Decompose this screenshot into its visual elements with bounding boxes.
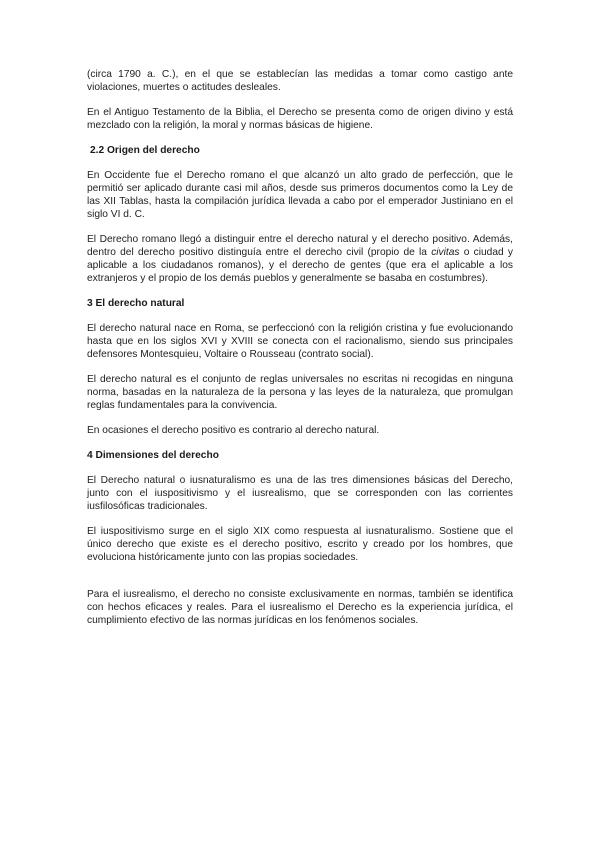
- paragraph-derecho-romano-part-1: El Derecho romano llegó a distinguir entre el derecho natural y el derecho positivo. Además, dentro del derecho positivo distinguía entre el derecho civil (propio de la: [87, 234, 513, 258]
- paragraph-iusrealismo: Para el iusrealismo, el derecho no consiste exclusivamente en normas, también se identifica con hechos eficaces y reales. Para el iusrealismo el Derecho es la experiencia jurídica, el cumplimiento efectivo de las normas jurídicas en los fenómenos sociales.: [87, 589, 513, 626]
- civitas-term: civitas: [431, 247, 460, 258]
- page-content: [87, 68, 513, 627]
- paragraph-derecho-romano-part-2: o ciudad y aplicable a los ciudadanos romanos), y el derecho de gentes (que era el aplicable a los extranjeros y el propio de los demás pueblos y generalmente se basaba en costumbres).: [87, 247, 513, 284]
- heading-origen-del-derecho: 2.2 Origen del derecho: [90, 145, 200, 156]
- paragraph-iusnaturalismo: El Derecho natural o iusnaturalismo es una de las tres dimensiones básicas del Derecho, junto con el iuspositivismo y el iusrealismo, que se corresponden con las corrientes iusfilosóficas tradicionales.: [87, 475, 513, 512]
- paragraph-iuspositivismo: El iuspositivismo surge en el siglo XIX como respuesta al iusnaturalismo. Sostiene que el único derecho que existe es el derecho positivo, escrito y creado por los hombres, que evoluciona históricamente junto con las propias sociedades.: [87, 526, 513, 563]
- paragraph-antiguo-testamento: En el Antiguo Testamento de la Biblia, el Derecho se presenta como de origen divino y está mezclado con la religión, la moral y normas básicas de higiene.: [87, 107, 513, 131]
- paragraph-circa: (circa 1790 a. C.), en el que se establecían las medidas a tomar como castigo ante violaciones, muertes o actitudes desleales.: [87, 69, 513, 93]
- paragraph-en-ocasiones: En ocasiones el derecho positivo es contrario al derecho natural.: [87, 425, 380, 436]
- paragraph-nace-en-roma: El derecho natural nace en Roma, se perfeccionó con la religión cristina y fue evolucionando hasta que en los siglos XVI y XVIII se conecta con el racionalismo, siendo sus principales defensores Montesquieu, Voltaire o Rousseau (contrato social).: [87, 323, 513, 360]
- heading-derecho-natural: 3 El derecho natural: [87, 298, 185, 309]
- heading-dimensiones-del-derecho: 4 Dimensiones del derecho: [87, 450, 219, 461]
- paragraph-conjunto-de-reglas: El derecho natural es el conjunto de reglas universales no escritas ni recogidas en ninguna norma, basadas en la naturaleza de la persona y las leyes de la naturaleza, que promulgan reglas fundamentales para la convivencia.: [87, 374, 513, 411]
- paragraph-occidente: En Occidente fue el Derecho romano el que alcanzó un alto grado de perfección, que le permitió ser aplicado durante casi mil años, desde sus primeros documentos como la Ley de las XII Tablas, hasta la compilación jurídica llevada a cabo por el emperador Justiniano en el siglo VI d. C.: [87, 170, 513, 220]
- paragraph-derecho-romano: [87, 233, 513, 285]
